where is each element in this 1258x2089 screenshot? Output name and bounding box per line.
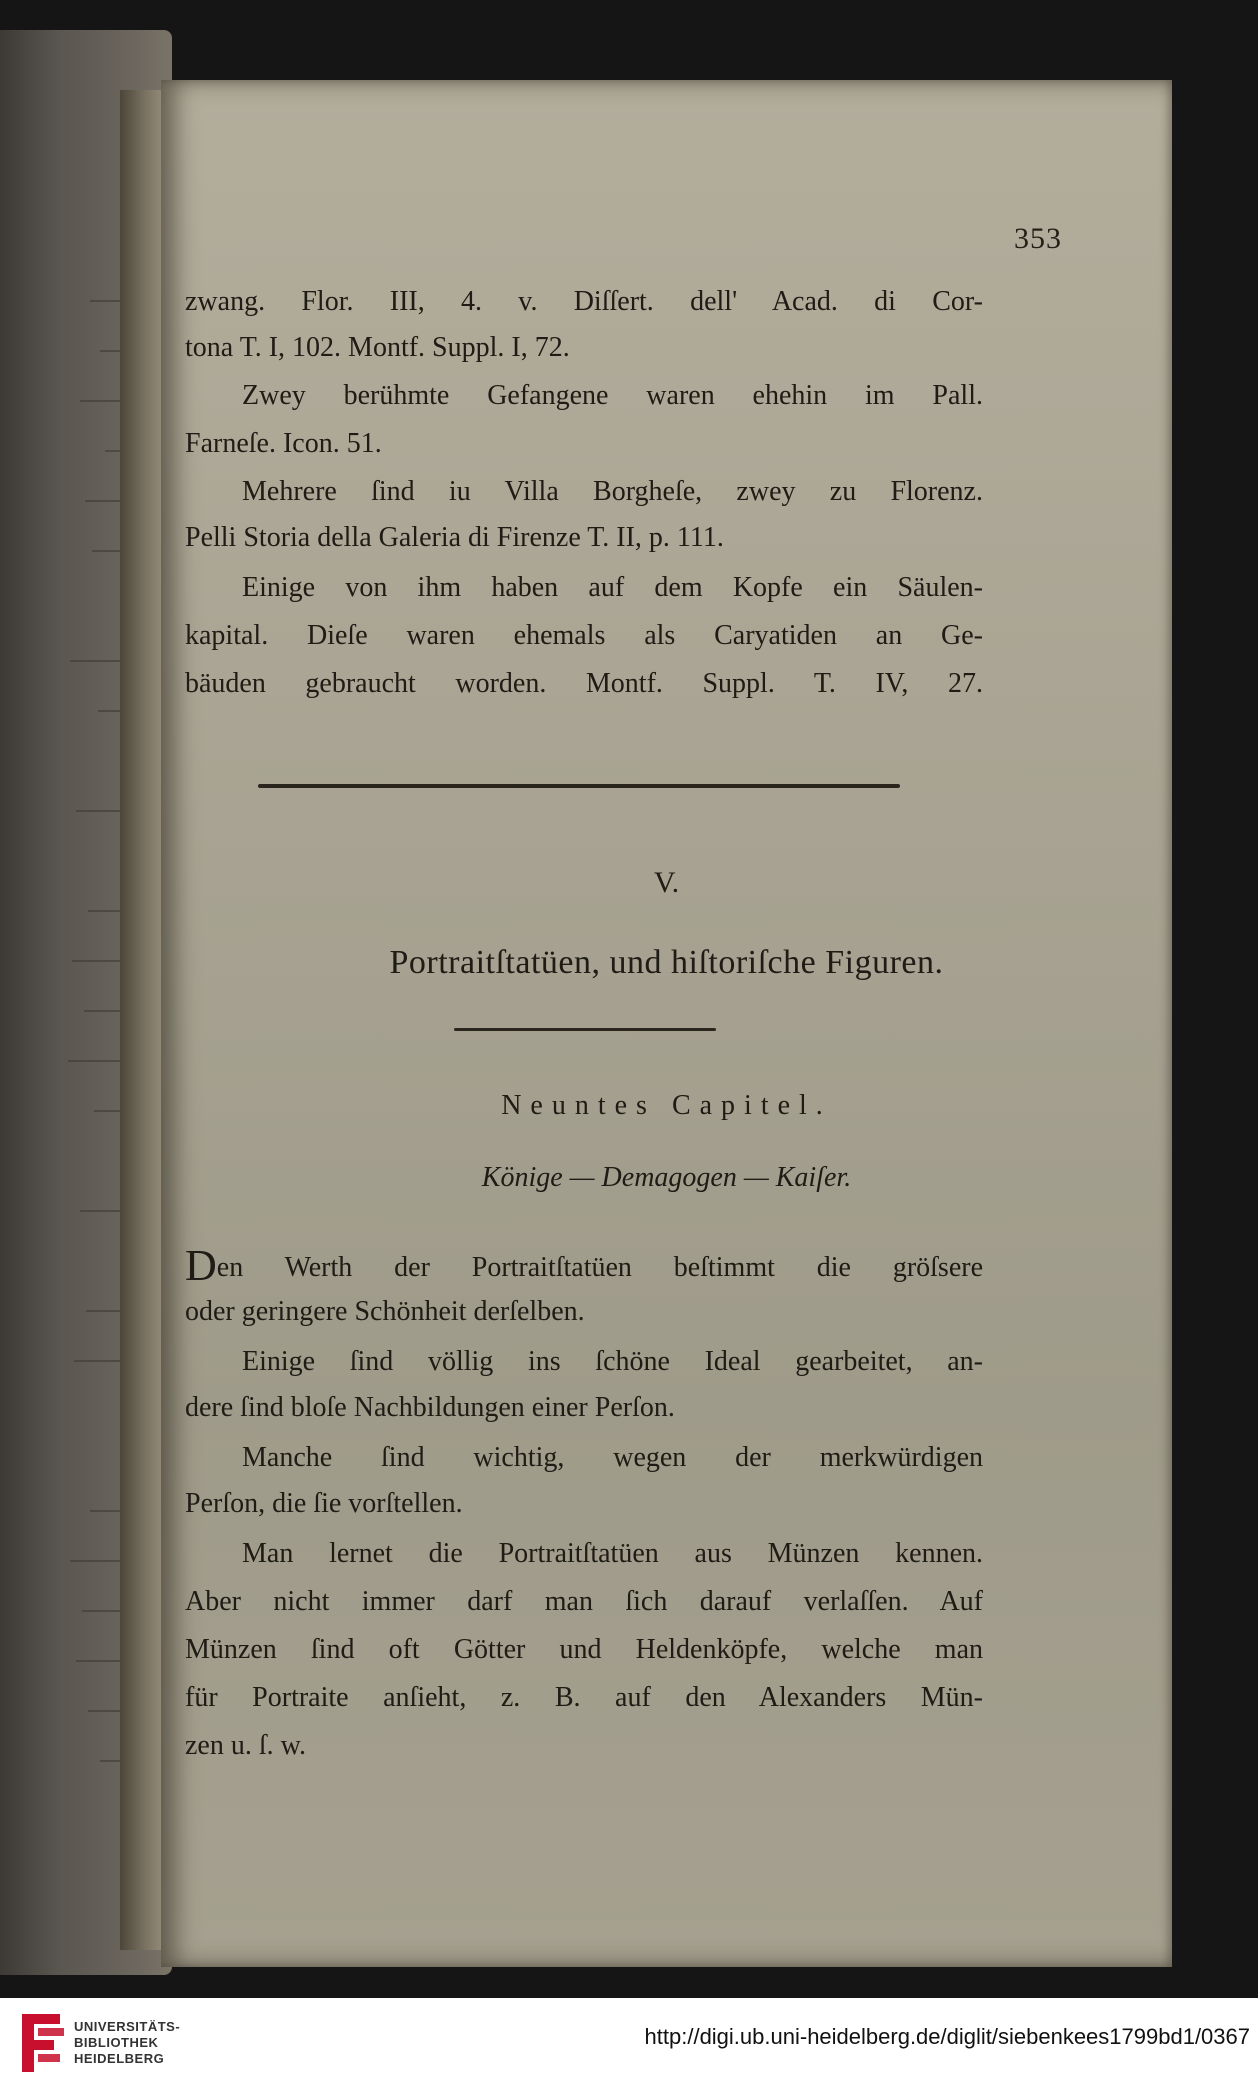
text-line: zen u. ſ. w. (185, 1730, 307, 1761)
text-line: Aber nicht immer darf man ſich darauf verlaſſen. Auf (185, 1586, 983, 1617)
title-divider (454, 1028, 716, 1031)
library-name-line: HEIDELBERG (74, 2051, 165, 2066)
text-line-first (185, 1241, 983, 1290)
page-number: 353 (1014, 222, 1062, 255)
library-name-line: UNIVERSITÄTS- (74, 2019, 181, 2034)
library-footer (0, 1998, 1258, 2089)
text-line: Mehrere ſind iu Villa Borgheſe, zwey zu Florenz. (242, 476, 983, 507)
text-line: dere ſind bloſe Nachbildungen einer Perſon. (185, 1392, 675, 1423)
library-name-line: BIBLIOTHEK (74, 2035, 159, 2050)
text-line: kapital. Dieſe waren ehemals als Caryatiden an Ge- (185, 620, 983, 651)
drop-cap: D (185, 1241, 217, 1290)
text-line: Münzen ſind oft Götter und Heldenköpfe, welche man (185, 1634, 983, 1665)
text-line: Zwey berühmte Gefangene waren ehehin im Pall. (242, 380, 983, 411)
section-number: V. (653, 866, 680, 899)
section-title: Portraitſtatüen, und hiſtoriſche Figuren. (389, 944, 944, 981)
page-gutter (120, 90, 164, 1950)
library-name (74, 2019, 180, 2067)
permalink[interactable]: http://digi.ub.uni-heidelberg.de/diglit/siebenkees1799bd1/0367 (644, 2024, 1250, 2049)
library-logo-icon (16, 2010, 66, 2076)
text-line: Man lernet die Portraitſtatüen aus Münzen kennen. (242, 1538, 983, 1569)
text-line: bäuden gebraucht worden. Montf. Suppl. T. IV, 27. (185, 668, 983, 699)
text-line: Einige ſind völlig ins ſchöne Ideal gearbeitet, an- (242, 1346, 983, 1377)
chapter-title: Neuntes Capitel. (501, 1090, 832, 1121)
text-line: Pelli Storia della Galeria di Firenze T. II, p. 111. (185, 522, 724, 553)
text-line: Manche ſind wichtig, wegen der merkwürdigen (242, 1442, 983, 1473)
chapter-subtitle: Könige — Demagogen — Kaiſer. (481, 1162, 852, 1193)
section-divider (258, 784, 900, 788)
text-line: Farneſe. Icon. 51. (185, 428, 382, 459)
text-line: für Portraite anſieht, z. B. auf den Alexanders Mün- (185, 1682, 983, 1713)
text-line: Perſon, die ſie vorſtellen. (185, 1488, 463, 1519)
text-line-rest: en Werth der Portraitſtatüen beſtimmt die gröſsere (216, 1252, 983, 1283)
text-line: Einige von ihm haben auf dem Kopfe ein Säulen- (242, 572, 983, 603)
text-line: zwang. Flor. III, 4. v. Diſſert. dell' Acad. di Cor- (185, 286, 983, 317)
text-line: oder geringere Schönheit derſelben. (185, 1296, 585, 1327)
text-line: tona T. I, 102. Montf. Suppl. I, 72. (185, 332, 570, 363)
